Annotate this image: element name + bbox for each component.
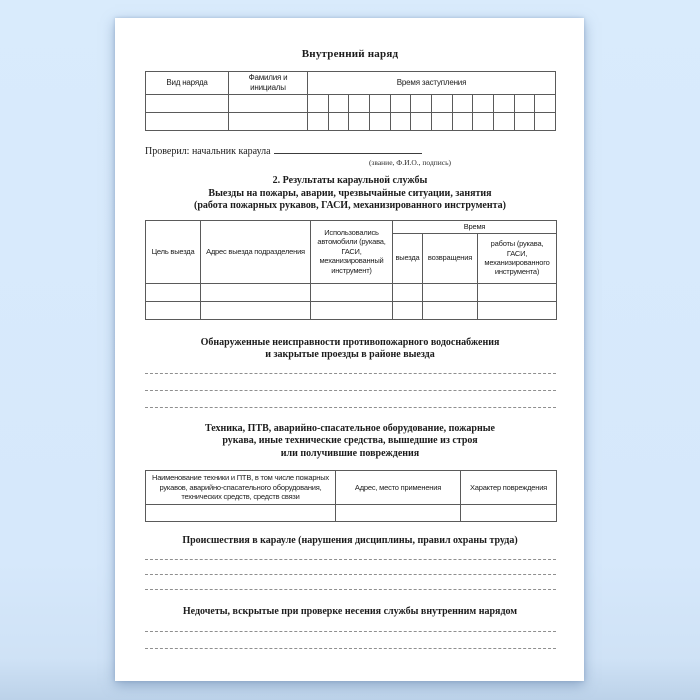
section-equipment-line2: рукава, иные технические средства, вышедшие из строя xyxy=(222,435,478,446)
checked-by-row xyxy=(145,144,555,157)
time-cell xyxy=(452,95,473,113)
section-shortcomings-heading: Недочеты, вскрытые при проверке несения службы внутренним нарядом xyxy=(182,605,518,617)
checked-by-label: Проверил: начальник караула xyxy=(145,146,271,157)
time-cell xyxy=(349,95,370,113)
time-group-header: Время xyxy=(393,220,557,233)
section-equipment-line1: Техника, ПТВ, аварийно-спасательное оборудование, пожарные xyxy=(205,422,495,434)
time-cell xyxy=(390,95,411,113)
document-title: Внутренний наряд xyxy=(301,48,399,60)
write-in-line xyxy=(145,618,556,632)
time-cell xyxy=(514,113,535,131)
time-work-header: работы (рукава, ГАСИ, механизированного инструмента) xyxy=(478,233,557,283)
time-cell xyxy=(452,113,473,131)
section-incidents-heading: Происшествия в карауле (нарушения дисциплины, правил охраны труда) xyxy=(182,535,518,546)
section-water-supply-heading xyxy=(145,337,555,362)
section-results-line3: (работа пожарных рукавов, ГАСИ, механизированного инструмента) xyxy=(194,200,506,211)
write-in-line xyxy=(145,374,556,391)
section-water-supply-line2: и закрытые проезды в районе выезда xyxy=(265,349,435,360)
write-in-line xyxy=(145,632,556,649)
time-cell xyxy=(473,95,494,113)
section-equipment-heading xyxy=(145,423,555,461)
trip-purpose-header: Цель выезда xyxy=(146,220,201,283)
signature-hint: (звание, Ф.И.О., подпись) xyxy=(368,158,452,167)
shortcomings-write-in-lines xyxy=(145,618,556,649)
write-in-line xyxy=(145,560,556,575)
time-cell xyxy=(369,113,390,131)
time-cell xyxy=(535,113,556,131)
time-cell xyxy=(473,113,494,131)
trips-row xyxy=(146,301,557,319)
surname-cell xyxy=(229,95,308,113)
time-cell xyxy=(431,95,452,113)
document-page xyxy=(115,18,584,681)
signature-line xyxy=(274,144,422,154)
section-results-line2: Выезды на пожары, аварии, чрезвычайные ситуации, занятия xyxy=(208,187,492,199)
trip-address-header: Адрес выезда подразделения xyxy=(201,220,311,283)
time-cell xyxy=(514,95,535,113)
duty-roster-table xyxy=(145,71,556,131)
incidents-write-in-lines xyxy=(145,548,556,590)
equipment-place-header: Адрес, место применения xyxy=(336,471,461,505)
time-cell xyxy=(369,95,390,113)
time-cell xyxy=(308,113,329,131)
time-cell xyxy=(411,113,432,131)
trips-header-row-1 xyxy=(146,220,557,233)
section-equipment-line3: или получившие повреждения xyxy=(280,447,420,459)
equipment-header-row xyxy=(146,471,557,505)
time-departure-header: выезда xyxy=(393,233,423,283)
write-in-line xyxy=(145,391,556,408)
trips-table xyxy=(145,220,557,320)
time-cell xyxy=(431,113,452,131)
water-supply-write-in-lines xyxy=(145,362,556,408)
surname-header: Фамилия и инициалы xyxy=(229,72,308,95)
duty-roster-row xyxy=(146,113,556,131)
duty-type-header: Вид наряда xyxy=(146,72,229,95)
equipment-name-header: Наименование техники и ПТВ, в том числе пожарных рукавов, аварийно-спасательного оборудования, технических средств, средств связи xyxy=(146,471,336,505)
time-cell xyxy=(328,113,349,131)
write-in-line xyxy=(145,548,556,560)
trips-row xyxy=(146,283,557,301)
duty-type-cell xyxy=(146,95,229,113)
time-cell xyxy=(493,113,514,131)
equipment-row xyxy=(146,505,557,522)
time-cell xyxy=(390,113,411,131)
equipment-table xyxy=(145,470,557,522)
time-cell xyxy=(308,95,329,113)
start-time-header: Время заступления xyxy=(308,72,556,95)
time-cell xyxy=(535,95,556,113)
surname-cell xyxy=(229,113,308,131)
duty-roster-row xyxy=(146,95,556,113)
section-results-line1: 2. Результаты караульной службы xyxy=(272,175,428,186)
time-cell xyxy=(411,95,432,113)
equipment-damage-header: Характер повреждения xyxy=(461,471,557,505)
time-cell xyxy=(493,95,514,113)
section-results-heading xyxy=(145,175,555,213)
duty-roster-header-row xyxy=(146,72,556,95)
time-cell xyxy=(328,95,349,113)
time-return-header: возвращения xyxy=(423,233,478,283)
section-water-supply-line1: Обнаруженные неисправности противопожарного водоснабжения xyxy=(200,336,500,348)
trip-vehicles-header: Использовались автомобили (рукава, ГАСИ, механизированный инструмент) xyxy=(311,220,393,283)
write-in-line xyxy=(145,575,556,590)
write-in-line xyxy=(145,362,556,374)
duty-type-cell xyxy=(146,113,229,131)
time-cell xyxy=(349,113,370,131)
